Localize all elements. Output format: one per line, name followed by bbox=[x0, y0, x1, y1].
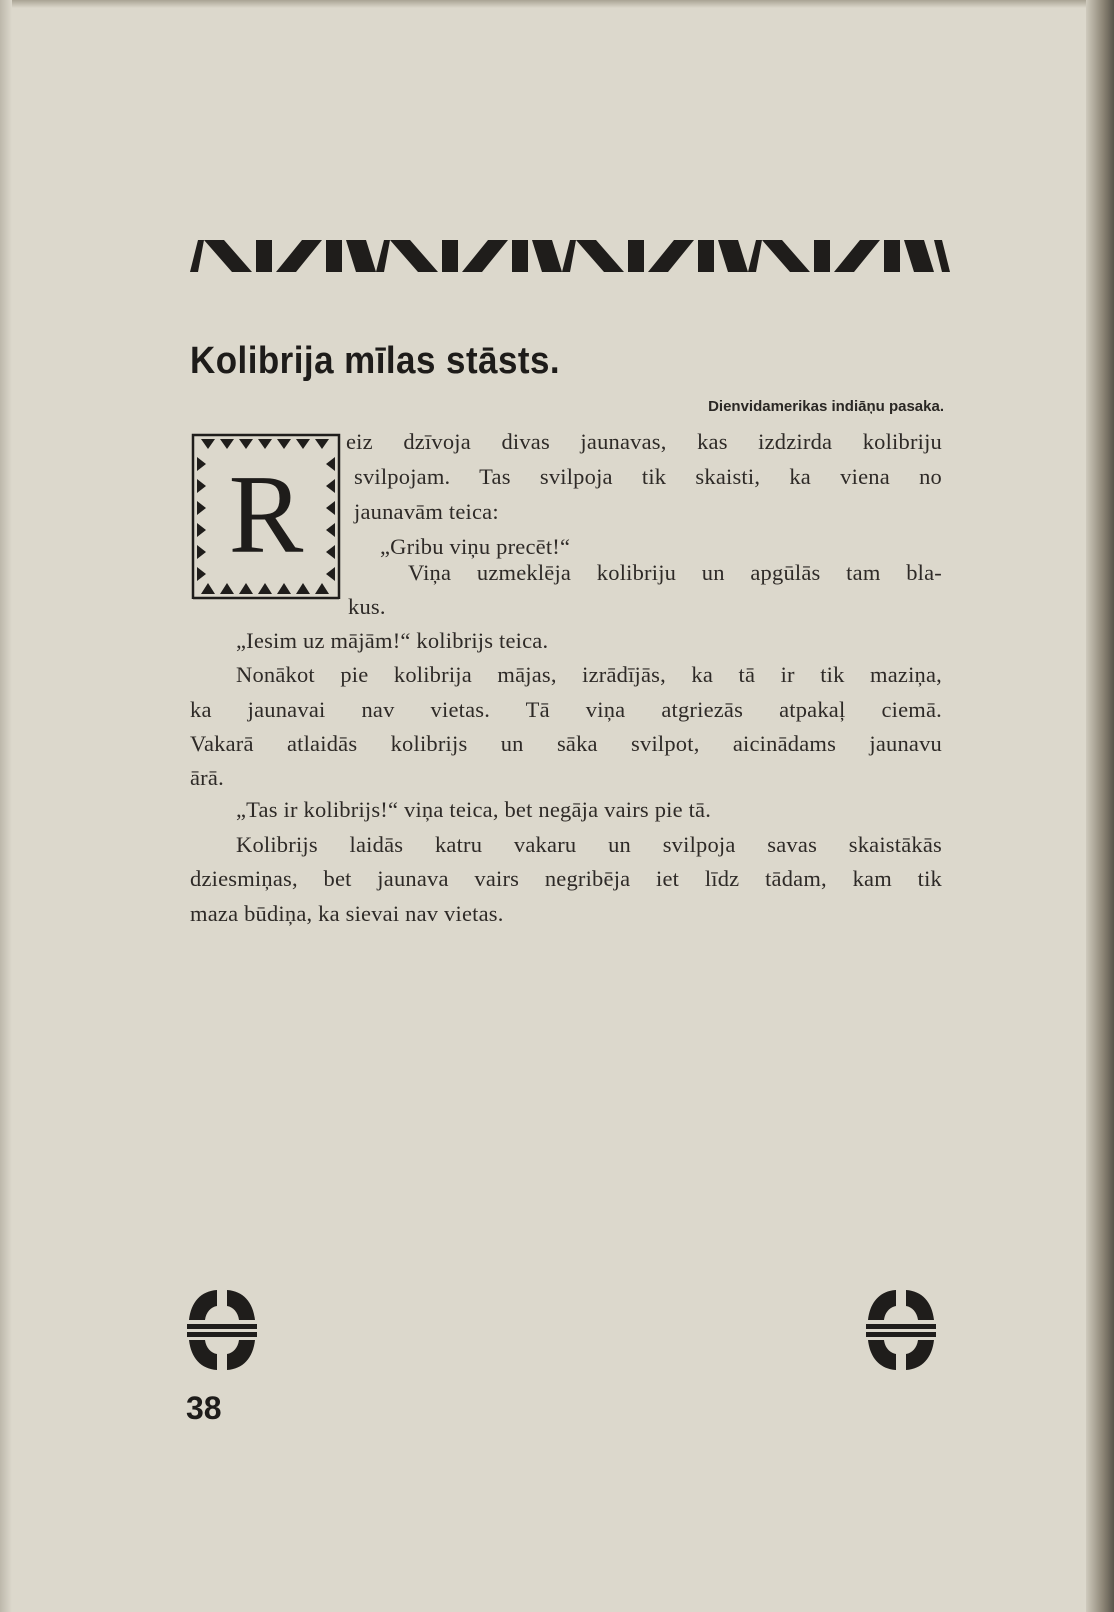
zigzag-segment bbox=[376, 240, 390, 272]
zigzag-segment bbox=[326, 240, 342, 272]
drop-cap-letter: R bbox=[228, 453, 304, 577]
zigzag-segment bbox=[648, 240, 694, 272]
page-edge-left bbox=[0, 0, 12, 1612]
zigzag-segment bbox=[190, 240, 204, 272]
page-edge-right bbox=[1086, 0, 1114, 1612]
four-arc-emblem-icon bbox=[187, 1288, 257, 1372]
body-line: „Gribu viņu precēt!“ bbox=[380, 534, 571, 559]
body-line: Viņa uzmeklēja kolibriju un apgūlās tam bla- bbox=[408, 560, 942, 585]
body-line: Kolibrijs laidās katru vakaru un svilpoja savas skaistākās bbox=[236, 832, 942, 857]
zigzag-segment bbox=[718, 240, 748, 272]
zigzag-segment bbox=[904, 240, 934, 272]
body-line: ka jaunavai nav vietas. Tā viņa atgriezās atpakaļ ciemā. bbox=[190, 697, 942, 722]
zigzag-segment bbox=[512, 240, 528, 272]
zigzag-segment bbox=[814, 240, 830, 272]
body-line: dziesmiņas, bet jaunava vairs negribēja iet līdz tādam, kam tik bbox=[190, 866, 942, 891]
body-line: Nonākot pie kolibrija mājas, izrādījās, ka tā ir tik maziņa, bbox=[236, 662, 942, 687]
zigzag-segment bbox=[276, 240, 322, 272]
body-line: kus. bbox=[348, 594, 386, 619]
body-line: eiz dzīvoja divas jaunavas, kas izdzirda kolibriju bbox=[346, 429, 942, 454]
zigzag-segment bbox=[834, 240, 880, 272]
zigzag-segment bbox=[576, 240, 624, 272]
page-number: 38 bbox=[186, 1390, 222, 1426]
zigzag-segment bbox=[934, 240, 950, 272]
zigzag-segment bbox=[256, 240, 272, 272]
zigzag-segment bbox=[346, 240, 376, 272]
drop-cap bbox=[191, 431, 341, 601]
body-line: „Tas ir kolibrijs!“ viņa teica, bet negāja vairs pie tā. bbox=[236, 797, 712, 822]
zigzag-segment bbox=[442, 240, 458, 272]
body-line: ārā. bbox=[190, 765, 224, 790]
zigzag-segment bbox=[562, 240, 576, 272]
zigzag-segment bbox=[628, 240, 644, 272]
zigzag-segment bbox=[462, 240, 508, 272]
four-arc-emblem-icon bbox=[866, 1288, 936, 1372]
zigzag-segment bbox=[884, 240, 900, 272]
zigzag-segment bbox=[762, 240, 810, 272]
zigzag-segment bbox=[204, 240, 252, 272]
zigzag-segment bbox=[748, 240, 762, 272]
zigzag-segment bbox=[698, 240, 714, 272]
page-subtitle: Dienvidamerikas indiāņu pasaka. bbox=[708, 398, 944, 415]
body-line: jaunavām teica: bbox=[354, 499, 499, 524]
page-edge-top bbox=[0, 0, 1114, 8]
body-line: „Iesim uz mājām!“ kolibrijs teica. bbox=[236, 628, 549, 653]
page-title: Kolibrija mīlas stāsts. bbox=[190, 340, 561, 382]
zigzag-segment bbox=[390, 240, 438, 272]
zigzag-segment bbox=[532, 240, 562, 272]
body-line: maza būdiņa, ka sievai nav vietas. bbox=[190, 901, 504, 926]
zigzag-border-icon bbox=[190, 232, 950, 274]
body-line: Vakarā atlaidās kolibrijs un sāka svilpot, aicinādams jaunavu bbox=[190, 731, 942, 756]
body-line: svilpojam. Tas svilpoja tik skaisti, ka viena no bbox=[354, 464, 942, 489]
